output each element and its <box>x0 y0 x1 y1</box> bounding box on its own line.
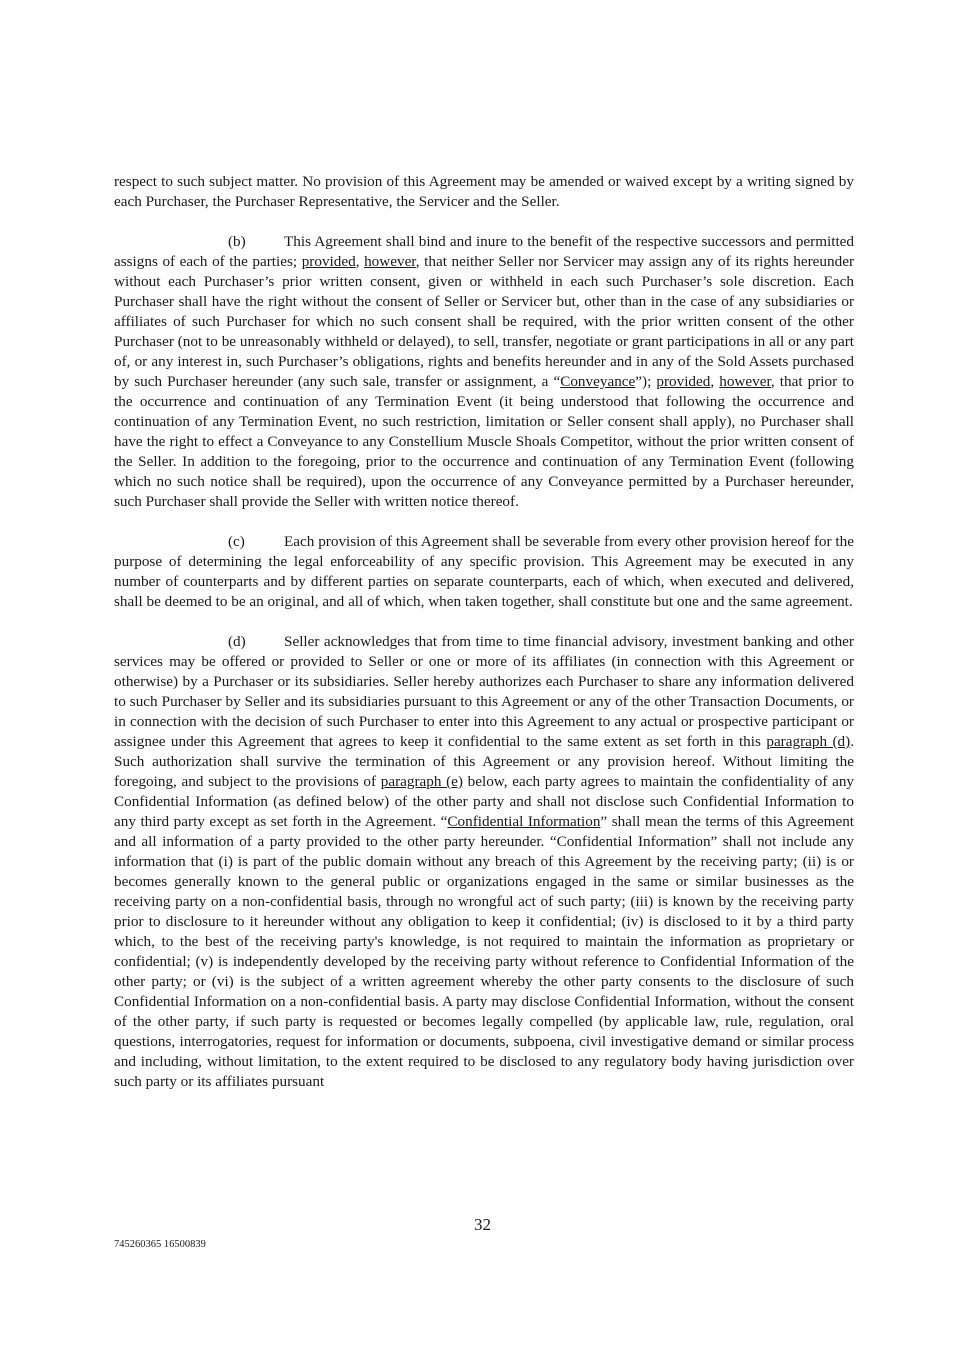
paragraph-b <box>114 232 854 512</box>
defined-term: provided <box>301 253 356 270</box>
page-number: 32 <box>474 1215 491 1234</box>
paragraph-text: , that neither Seller nor Servicer may assign any of its rights hereunder without each Purchaser’s prior written consent, given or withheld in each such Purchaser’s sole discretion. Each Purchaser shall have the right without the consent of Seller or Servicer but, other than in the case of any subsidiaries or affiliates of such Purchaser for which no such consent shall be required, with the prior written consent of the other Purchaser (not to be unreasonably withheld or delayed), to sell, transfer, negotiate or grant participations in all or any part of, or any interest in, such Purchaser’s obligations, rights and benefits hereunder and in any of the Sold Assets purchased by such Purchaser hereunder (any such sale, transfer or assignment, a “ <box>114 253 855 390</box>
paragraph-text: below, each party agrees to maintain the confidentiality of any Confidential Information (as defined below) of the other party and shall not disclose such Confidential Information to any third party except as set forth in the Agreement. “ <box>114 773 855 830</box>
defined-term: however <box>719 373 771 390</box>
paragraph-c <box>114 532 854 612</box>
paragraph-label: (c) <box>228 533 245 550</box>
cross-reference: paragraph (e) <box>380 773 463 790</box>
paragraph-text: respect to such subject matter. No provision of this Agreement may be amended or waived except by a writing signed by each Purchaser, the Purchaser Representative, the Servicer and the Seller. <box>114 173 854 210</box>
paragraph-text: ”); <box>635 373 657 390</box>
paragraph-label: (d) <box>228 633 246 650</box>
paragraph-d <box>114 632 854 1092</box>
document-id: 745260365 16500839 <box>114 1239 206 1250</box>
defined-term: Conveyance <box>560 373 636 390</box>
paragraph-text: This Agreement shall bind and inure to the benefit of the respective successors and permitted assigns of each of the parties; <box>114 233 854 270</box>
defined-term: however <box>364 253 416 270</box>
cross-reference: paragraph (d) <box>766 733 851 750</box>
paragraph-text: . Such authorization shall survive the termination of this Agreement or any provision hereof. Without limiting the foregoing, and subject to the provisions of <box>114 733 854 790</box>
paragraph-label: (b) <box>228 233 246 250</box>
paragraph-text: , that prior to the occurrence and continuation of any Termination Event (it being understood that following the occurrence and continuation of any Termination Event, no such restriction, limitation or Seller consent shall apply), no Purchaser shall have the right to effect a Conveyance to any Constellium Muscle Shoals Competitor, without the prior written consent of the Seller. In addition to the foregoing, prior to the occurrence and continuation of any Termination Event (following which no such notice shall be required), upon the occurrence of any Conveyance permitted by a Purchaser hereunder, such Purchaser shall provide the Seller with written notice thereof. <box>114 373 855 510</box>
paragraph-text: Each provision of this Agreement shall be severable from every other provision hereof for the purpose of determining the legal enforceability of any specific provision. This Agreement may be executed in any number of counterparts and by different parties on separate counterparts, each of which, when executed and delivered, shall be deemed to be an original, and all of which, when taken together, shall constitute but one and the same agreement. <box>114 533 854 610</box>
defined-term: Confidential Information <box>447 813 601 830</box>
paragraph-text: , <box>710 373 720 390</box>
paragraph-text: , <box>355 253 365 270</box>
document-body <box>114 172 854 1112</box>
defined-term: provided <box>656 373 711 390</box>
paragraph-text: ” shall mean the terms of this Agreement and all information of a party provided to the other party hereunder. “Confidential Information” shall not include any information that (i) is part of the public domain without any breach of this Agreement by the receiving party; (ii) is or becomes generally known to the general public or organizations engaged in the same or similar businesses as the receiving party on a non-confidential basis, through no wrongful act of such party; (iii) is known by the receiving party prior to disclosure to it hereunder without any obligation to keep it confidential; (iv) is disclosed to it by a third party which, to the best of the receiving party's knowledge, is not required to maintain the information as proprietary or confidential; (v) is independently developed by the receiving party without reference to Confidential Information of the other party; or (vi) is the subject of a written agreement whereby the other party consents to the disclosure of such Confidential Information on a non-confidential basis. A party may disclose Confidential Information, without the consent of the other party, if such party is requested or becomes legally compelled (by applicable law, rule, regulation, oral questions, interrogatories, request for information or documents, subpoena, civil investigative demand or similar process and including, without limitation, to the extent required to be disclosed to any regulatory body having jurisdiction over such party or its affiliates pursuant <box>114 813 855 1090</box>
paragraph-text: Seller acknowledges that from time to time financial advisory, investment banking and other services may be offered or provided to Seller or one or more of its affiliates (in connection with this Agreement or otherwise) by a Purchaser or its subsidiaries. Seller hereby authorizes each Purchaser to share any information delivered to such Purchaser by Seller and its subsidiaries pursuant to this Agreement or any of the other Transaction Documents, or in connection with the decision of such Purchaser to enter into this Agreement to any actual or prospective participant or assignee under this Agreement that agrees to keep it confidential to the same extent as set forth in this <box>114 633 854 750</box>
continuation-paragraph <box>114 172 854 212</box>
